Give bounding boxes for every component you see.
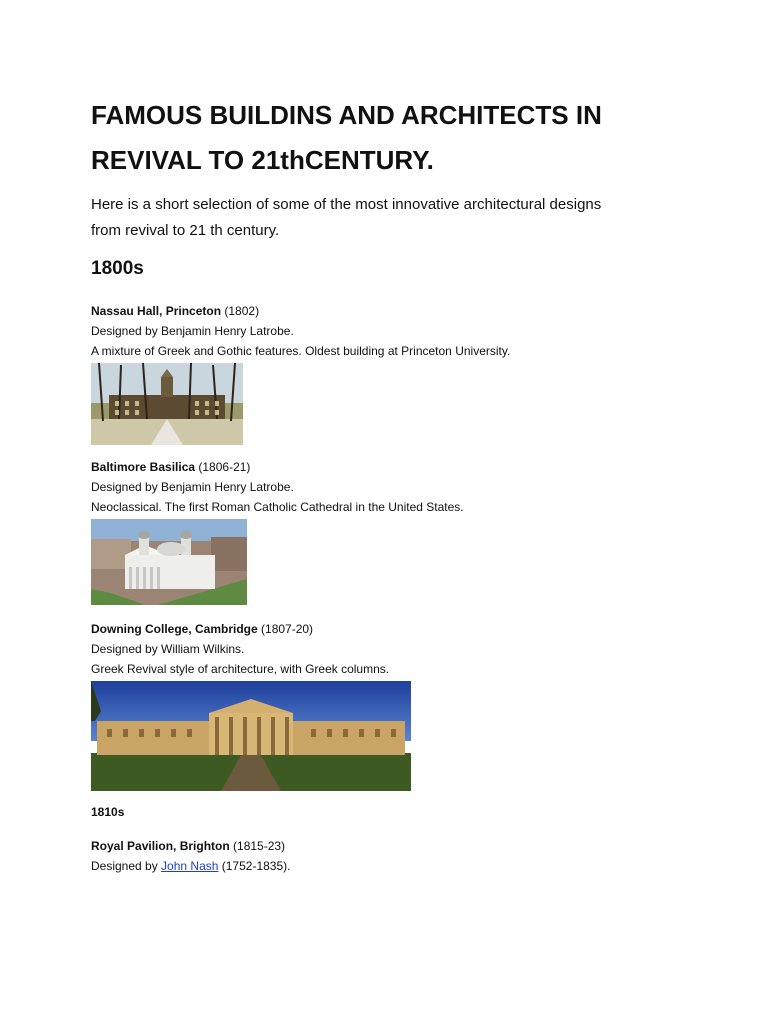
designer-line: Designed by Benjamin Henry Latrobe.: [91, 480, 294, 494]
entry-downing-college: [91, 619, 691, 791]
entry-baltimore-basilica: [91, 457, 691, 605]
building-years: (1815-23): [229, 839, 286, 853]
entry-nassau-hall: [91, 301, 691, 445]
entry-title-line: [91, 619, 691, 639]
title-line-2: REVIVAL TO 21thCENTURY.: [91, 145, 434, 175]
designer-line: Designed by Benjamin Henry Latrobe.: [91, 324, 294, 338]
description-line: Greek Revival style of architecture, with Greek columns.: [91, 662, 390, 676]
designer-line: Designed by William Wilkins.: [91, 642, 245, 656]
downing-college-photo: [91, 681, 411, 791]
entry-royal-pavilion: [91, 836, 691, 876]
building-name: Royal Pavilion, Brighton: [91, 839, 230, 853]
designer-line: [91, 856, 691, 876]
building-name: Nassau Hall, Princeton: [91, 304, 222, 318]
intro-line-1: Here is a short selection of some of the most innovative architectural designs: [91, 196, 602, 213]
building-name: Baltimore Basilica: [91, 460, 196, 474]
intro-paragraph: [91, 192, 691, 244]
john-nash-link[interactable]: John Nash: [161, 859, 219, 873]
intro-line-2: from revival to 21 th century.: [91, 222, 280, 239]
building-years: (1806-21): [195, 460, 251, 474]
description-line: Neoclassical. The first Roman Catholic Cathedral in the United States.: [91, 500, 464, 514]
designed-by-prefix: Designed by: [91, 859, 162, 873]
nassau-hall-photo: [91, 363, 243, 445]
section-heading-1810s: 1810s: [91, 805, 125, 819]
title-line-1: FAMOUS BUILDINS AND ARCHITECTS IN: [91, 100, 602, 130]
entry-title-line: [91, 301, 691, 321]
entry-title-line: [91, 457, 691, 477]
baltimore-basilica-photo: [91, 519, 247, 605]
description-line: A mixture of Greek and Gothic features. Oldest building at Princeton University.: [91, 344, 511, 358]
building-years: (1802): [221, 304, 260, 318]
building-years: (1807-20): [257, 622, 314, 636]
entry-title-line: [91, 836, 691, 856]
architect-lifespan: (1752-1835).: [218, 859, 291, 873]
section-heading-1800s: 1800s: [91, 258, 144, 279]
document-title: [91, 93, 691, 183]
building-name: Downing College, Cambridge: [91, 622, 258, 636]
